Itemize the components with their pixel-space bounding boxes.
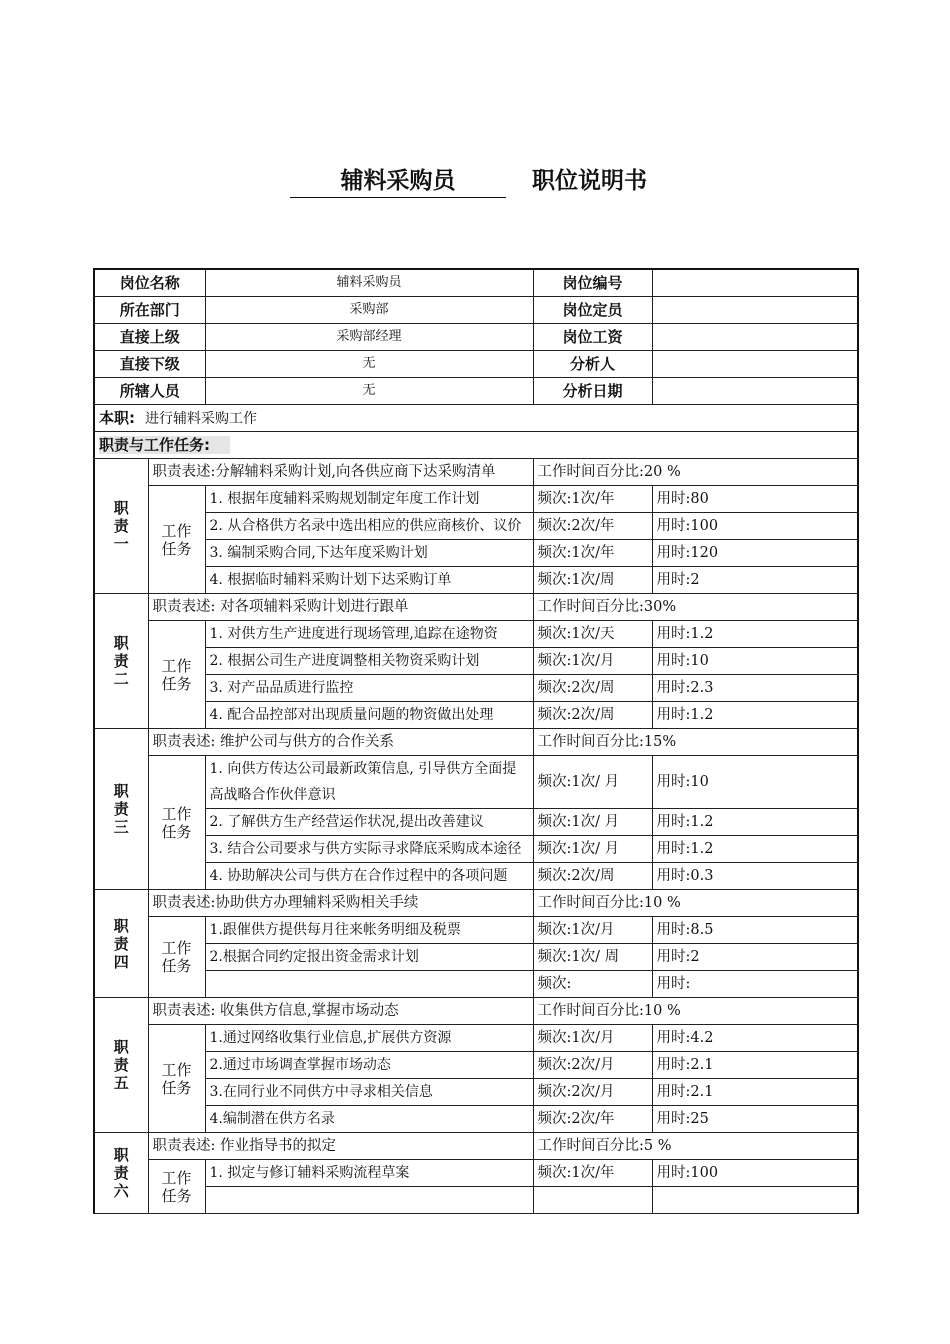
task-frequency: 频次: [533,971,652,998]
info-value: 辅料采购员 [205,269,533,297]
task-frequency: 频次:2次/周 [533,702,652,729]
task-row [94,836,858,863]
task-frequency: 频次:2次/年 [533,1106,652,1133]
task-time: 用时:10 [652,756,858,809]
duty-statement-row [94,890,858,917]
task-time: 用时:8.5 [652,917,858,944]
task-frequency: 频次:1次/年 [533,540,652,567]
task-frequency: 频次:1次/ 月 [533,756,652,809]
task-frequency [533,1187,652,1214]
task-row [94,1187,858,1214]
task-text: 4. 配合品控部对出现质量问题的物资做出处理 [205,702,533,729]
task-time: 用时:100 [652,513,858,540]
task-text [205,971,533,998]
document-type-title: 职位说明书 [532,168,647,194]
task-text: 1. 拟定与修订辅料采购流程草案 [205,1160,533,1187]
task-row [94,513,858,540]
task-time: 用时:10 [652,648,858,675]
main-duty-label: 本职: [99,408,135,427]
task-time: 用时:4.2 [652,1025,858,1052]
task-text: 1. 根据年度辅料采购规划制定年度工作计划 [205,486,533,513]
task-frequency: 频次:2次/年 [533,513,652,540]
info-label: 分析人 [533,351,652,378]
duty-statement: 职责表述:分解辅料采购计划,向各供应商下达采购清单 [148,459,533,486]
task-text: 3. 对产品品质进行监控 [205,675,533,702]
duty-statement-row [94,459,858,486]
task-time [652,1187,858,1214]
task-text: 1.跟催供方提供每月往来帐务明细及税票 [205,917,533,944]
task-frequency: 频次:1次/月 [533,917,652,944]
task-row [94,486,858,513]
duty-name: 职 责 三 [94,729,148,890]
task-time: 用时:2.1 [652,1052,858,1079]
duty-time-percent: 工作时间百分比:10 % [533,998,858,1025]
task-row [94,648,858,675]
duty-time-percent: 工作时间百分比:20 % [533,459,858,486]
info-value [652,324,858,351]
task-frequency: 频次:1次/月 [533,648,652,675]
work-task-label: 工作 任务 [148,1025,205,1133]
task-row [94,1160,858,1187]
duty-time-percent: 工作时间百分比:30% [533,594,858,621]
info-label: 所辖人员 [94,378,205,405]
task-frequency: 频次:1次/年 [533,1160,652,1187]
duty-statement: 职责表述: 收集供方信息,掌握市场动态 [148,998,533,1025]
duty-name: 职 责 五 [94,998,148,1133]
info-row [94,297,858,324]
task-text: 4.编制潜在供方名录 [205,1106,533,1133]
task-text: 2.通过市场调查掌握市场动态 [205,1052,533,1079]
task-time: 用时:2 [652,567,858,594]
info-value: 无 [205,378,533,405]
task-frequency: 频次:2次/周 [533,675,652,702]
info-label: 直接下级 [94,351,205,378]
task-row [94,971,858,998]
main-duty [94,405,858,432]
info-value [652,269,858,297]
work-task-label: 工作 任务 [148,756,205,890]
duty-statement-row [94,1133,858,1160]
task-text: 3.在同行业不同供方中寻求相关信息 [205,1079,533,1106]
job-title: 辅料采购员 [290,162,506,198]
task-time: 用时:1.2 [652,809,858,836]
task-row [94,863,858,890]
info-row [94,324,858,351]
task-frequency: 频次:1次/周 [533,567,652,594]
info-value [652,297,858,324]
task-time: 用时:1.2 [652,702,858,729]
task-text: 1. 对供方生产进度进行现场管理,追踪在途物资 [205,621,533,648]
info-value: 采购部 [205,297,533,324]
task-time: 用时:1.2 [652,621,858,648]
job-description-table [93,268,859,1214]
task-row [94,702,858,729]
main-duty-value: 进行辅料采购工作 [145,410,257,427]
duty-statement: 职责表述:协助供方办理辅料采购相关手续 [148,890,533,917]
task-row [94,540,858,567]
document-title [0,162,950,196]
task-frequency: 频次:1次/ 周 [533,944,652,971]
task-time: 用时: [652,971,858,998]
task-row [94,675,858,702]
task-text: 2. 了解供方生产经营运作状况,提出改善建议 [205,809,533,836]
duty-statement-row [94,594,858,621]
task-row [94,621,858,648]
task-time: 用时:120 [652,540,858,567]
task-text: 3. 结合公司要求与供方实际寻求降底采购成本途径 [205,836,533,863]
info-label: 分析日期 [533,378,652,405]
task-frequency: 频次:2次/周 [533,863,652,890]
duty-time-percent: 工作时间百分比:5 % [533,1133,858,1160]
duty-name: 职 责 二 [94,594,148,729]
work-task-label: 工作 任务 [148,621,205,729]
task-frequency: 频次:2次/月 [533,1052,652,1079]
info-row [94,378,858,405]
task-row [94,1052,858,1079]
task-time: 用时:2.1 [652,1079,858,1106]
main-duty-row [94,405,858,432]
task-text: 2.根据合同约定报出资金需求计划 [205,944,533,971]
task-time: 用时:25 [652,1106,858,1133]
work-task-label: 工作 任务 [148,1160,205,1214]
info-label: 直接上级 [94,324,205,351]
work-task-label: 工作 任务 [148,917,205,998]
info-value [652,351,858,378]
task-time: 用时:2.3 [652,675,858,702]
task-frequency: 频次:2次/月 [533,1079,652,1106]
task-row [94,756,858,809]
task-row [94,809,858,836]
task-text: 3. 编制采购合同,下达年度采购计划 [205,540,533,567]
duty-statement: 职责表述: 对各项辅料采购计划进行跟单 [148,594,533,621]
task-frequency: 频次:1次/ 月 [533,836,652,863]
info-value: 无 [205,351,533,378]
task-text: 2. 根据公司生产进度调整相关物资采购计划 [205,648,533,675]
task-text: 2. 从合格供方名录中选出相应的供应商核价、议价 [205,513,533,540]
info-row [94,269,858,297]
task-text [205,1187,533,1214]
info-label: 岗位工资 [533,324,652,351]
task-row [94,1079,858,1106]
duty-statement-row [94,998,858,1025]
duty-statement: 职责表述: 作业指导书的拟定 [148,1133,533,1160]
task-text: 4. 协助解决公司与供方在合作过程中的各项问题 [205,863,533,890]
info-value: 采购部经理 [205,324,533,351]
duty-name: 职 责 一 [94,459,148,594]
duty-time-percent: 工作时间百分比:15% [533,729,858,756]
section-label-row [94,432,858,459]
task-time: 用时:100 [652,1160,858,1187]
info-value [652,378,858,405]
task-frequency: 频次:1次/天 [533,621,652,648]
duty-statement-row [94,729,858,756]
task-frequency: 频次:1次/月 [533,1025,652,1052]
info-label: 所在部门 [94,297,205,324]
duty-time-percent: 工作时间百分比:10 % [533,890,858,917]
work-task-label: 工作 任务 [148,486,205,594]
task-row [94,567,858,594]
task-time: 用时:80 [652,486,858,513]
task-row [94,917,858,944]
task-text: 4. 根据临时辅料采购计划下达采购订单 [205,567,533,594]
task-time: 用时:0.3 [652,863,858,890]
duty-name: 职 责 四 [94,890,148,998]
info-row [94,351,858,378]
info-label: 岗位定员 [533,297,652,324]
task-text: 1.通过网络收集行业信息,扩展供方资源 [205,1025,533,1052]
task-time: 用时:2 [652,944,858,971]
task-row [94,1025,858,1052]
info-label: 岗位名称 [94,269,205,297]
task-row [94,944,858,971]
section-label-text: 职责与工作任务: [99,436,230,454]
task-text: 1. 向供方传达公司最新政策信息, 引导供方全面提高战略合作伙伴意识 [205,756,533,809]
task-frequency: 频次:1次/年 [533,486,652,513]
duty-statement: 职责表述: 维护公司与供方的合作关系 [148,729,533,756]
section-label [94,432,858,459]
task-row [94,1106,858,1133]
task-frequency: 频次:1次/ 月 [533,809,652,836]
task-time: 用时:1.2 [652,836,858,863]
duty-name: 职 责 六 [94,1133,148,1214]
info-label: 岗位编号 [533,269,652,297]
